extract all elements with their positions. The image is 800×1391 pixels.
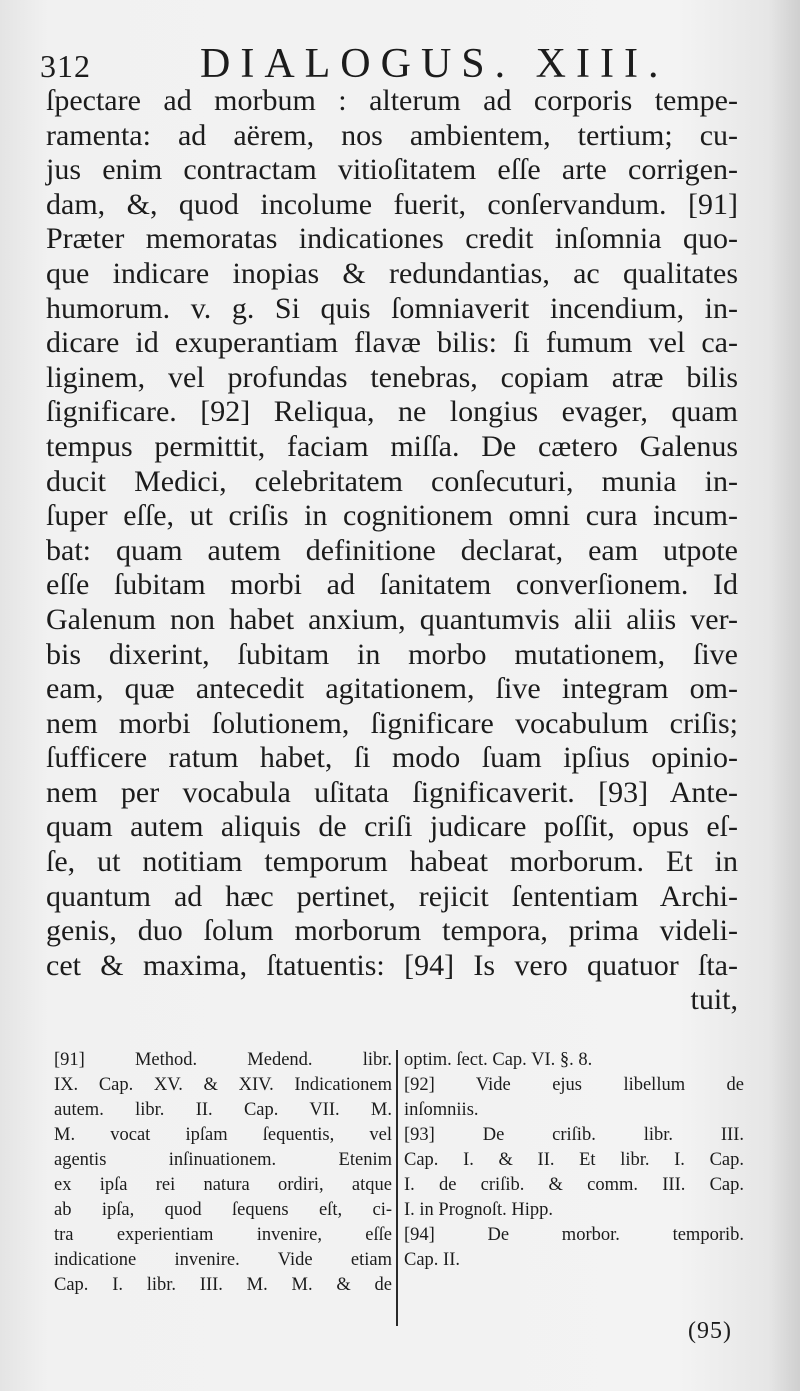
- text-line: nem morbi ſolutionem, ſignificare vocabulum criſis;: [46, 706, 738, 740]
- text-line: eſſe ſubitam morbi ad ſanitatem converſionem. Id: [46, 568, 738, 602]
- text-line: cet & maxima, ſtatuentis: [94] Is vero quatuor ſta-: [46, 948, 738, 982]
- footnote-line: ex ipſa rei natura ordiri, atque: [54, 1175, 392, 1195]
- footnote-line: inſomniis.: [404, 1100, 479, 1120]
- catchword-line: tuit,: [690, 983, 738, 1017]
- text-line: humorum. v. g. Si quis ſomniaverit incendium, in-: [46, 291, 738, 325]
- footnotes: [54, 1048, 744, 1326]
- text-line: dam, &, quod incolume fuerit, conſervandum. [91]: [46, 187, 738, 221]
- footnote-line: Cap. II.: [404, 1250, 460, 1270]
- footnote-column-left: [54, 1048, 392, 1298]
- footnote-line: indicatione invenire. Vide etiam: [54, 1250, 392, 1270]
- text-line: Præter memoratas indicationes credit inſomnia quo-: [46, 222, 738, 256]
- column-divider: [396, 1050, 398, 1326]
- text-line: jus enim contractam vitioſitatem eſſe arte corrigen-: [46, 153, 738, 187]
- text-line: ſpectare ad morbum : alterum ad corporis tempe-: [46, 84, 738, 117]
- text-line: ramenta: ad aërem, nos ambientem, tertium; cu-: [46, 118, 738, 152]
- footnote-line: optim. ſect. Cap. VI. §. 8.: [404, 1050, 593, 1070]
- footnote-line: M. vocat ipſam ſequentis, vel: [54, 1125, 392, 1145]
- text-line: eam, quæ antecedit agitationem, ſive integram om-: [46, 672, 738, 706]
- footnote-line: [93] De criſib. libr. III.: [404, 1125, 744, 1145]
- footnote-line: agentis inſinuationem. Etenim: [54, 1150, 392, 1170]
- text-line: quam autem aliquis de criſi judicare poſſit, opus eſ-: [46, 810, 738, 844]
- text-line: nem per vocabula uſitata ſignificaverit. [93] Ante-: [46, 775, 738, 809]
- text-line: tempus permittit, faciam miſſa. De cætero Galenus: [46, 429, 738, 463]
- text-line: bis dixerint, ſubitam in morbo mutationem, ſive: [46, 637, 738, 671]
- footnote-line: tra experientiam invenire, eſſe: [54, 1225, 392, 1245]
- text-line: genis, duo ſolum morborum tempora, prima videli-: [46, 914, 738, 948]
- text-line: Galenum non habet anxium, quantumvis alii aliis ver-: [46, 602, 738, 636]
- footnote-line: [92] Vide ejus libellum de: [404, 1075, 744, 1095]
- text-line: liginem, vel profundas tenebras, copiam atræ bilis: [46, 360, 738, 394]
- text-line: ſe, ut notitiam temporum habeat morborum. Et in: [46, 845, 738, 879]
- text-line: ſignificare. [92] Reliqua, ne longius evager, quam: [46, 395, 738, 429]
- footnote-line: autem. libr. II. Cap. VII. M.: [54, 1100, 392, 1120]
- text-line: ducit Medici, celebritatem conſecuturi, munia in-: [46, 464, 738, 498]
- footnote-line: [94] De morbor. temporib.: [404, 1225, 744, 1245]
- footnote-line: Cap. I. libr. III. M. M. & de: [54, 1275, 392, 1295]
- footnote-column-right: [404, 1048, 744, 1273]
- text-line: bat: quam autem definitione declarat, eam utpote: [46, 533, 738, 567]
- footnote-line: ab ipſa, quod ſequens eſt, ci-: [54, 1200, 392, 1220]
- main-text: [46, 84, 738, 1018]
- text-line: ſufficere ratum habet, ſi modo ſuam ipſius opinio-: [46, 741, 738, 775]
- footnote-line: Cap. I. & II. Et libr. I. Cap.: [404, 1150, 744, 1170]
- running-title: DIALOGUS. XIII.: [200, 41, 669, 87]
- text-line: quantum ad hæc pertinet, rejicit ſententiam Archi-: [46, 879, 738, 913]
- text-line: dicare id exuperantiam flavæ bilis: ſi fumum vel ca-: [46, 326, 738, 360]
- footnote-line: I. in Prognoſt. Hipp.: [404, 1200, 554, 1220]
- text-line: ſuper eſſe, ut criſis in cognitionem omni cura incum-: [46, 499, 738, 533]
- footnote-line: IX. Cap. XV. & XIV. Indicationem: [54, 1075, 392, 1095]
- page-number: 312: [40, 48, 91, 84]
- text-line: que indicare inopias & redundantias, ac qualitates: [46, 256, 738, 290]
- signature-mark: (95): [688, 1318, 732, 1344]
- footnote-line: [91] Method. Medend. libr.: [54, 1050, 392, 1070]
- footnote-line: I. de criſib. & comm. III. Cap.: [404, 1175, 744, 1195]
